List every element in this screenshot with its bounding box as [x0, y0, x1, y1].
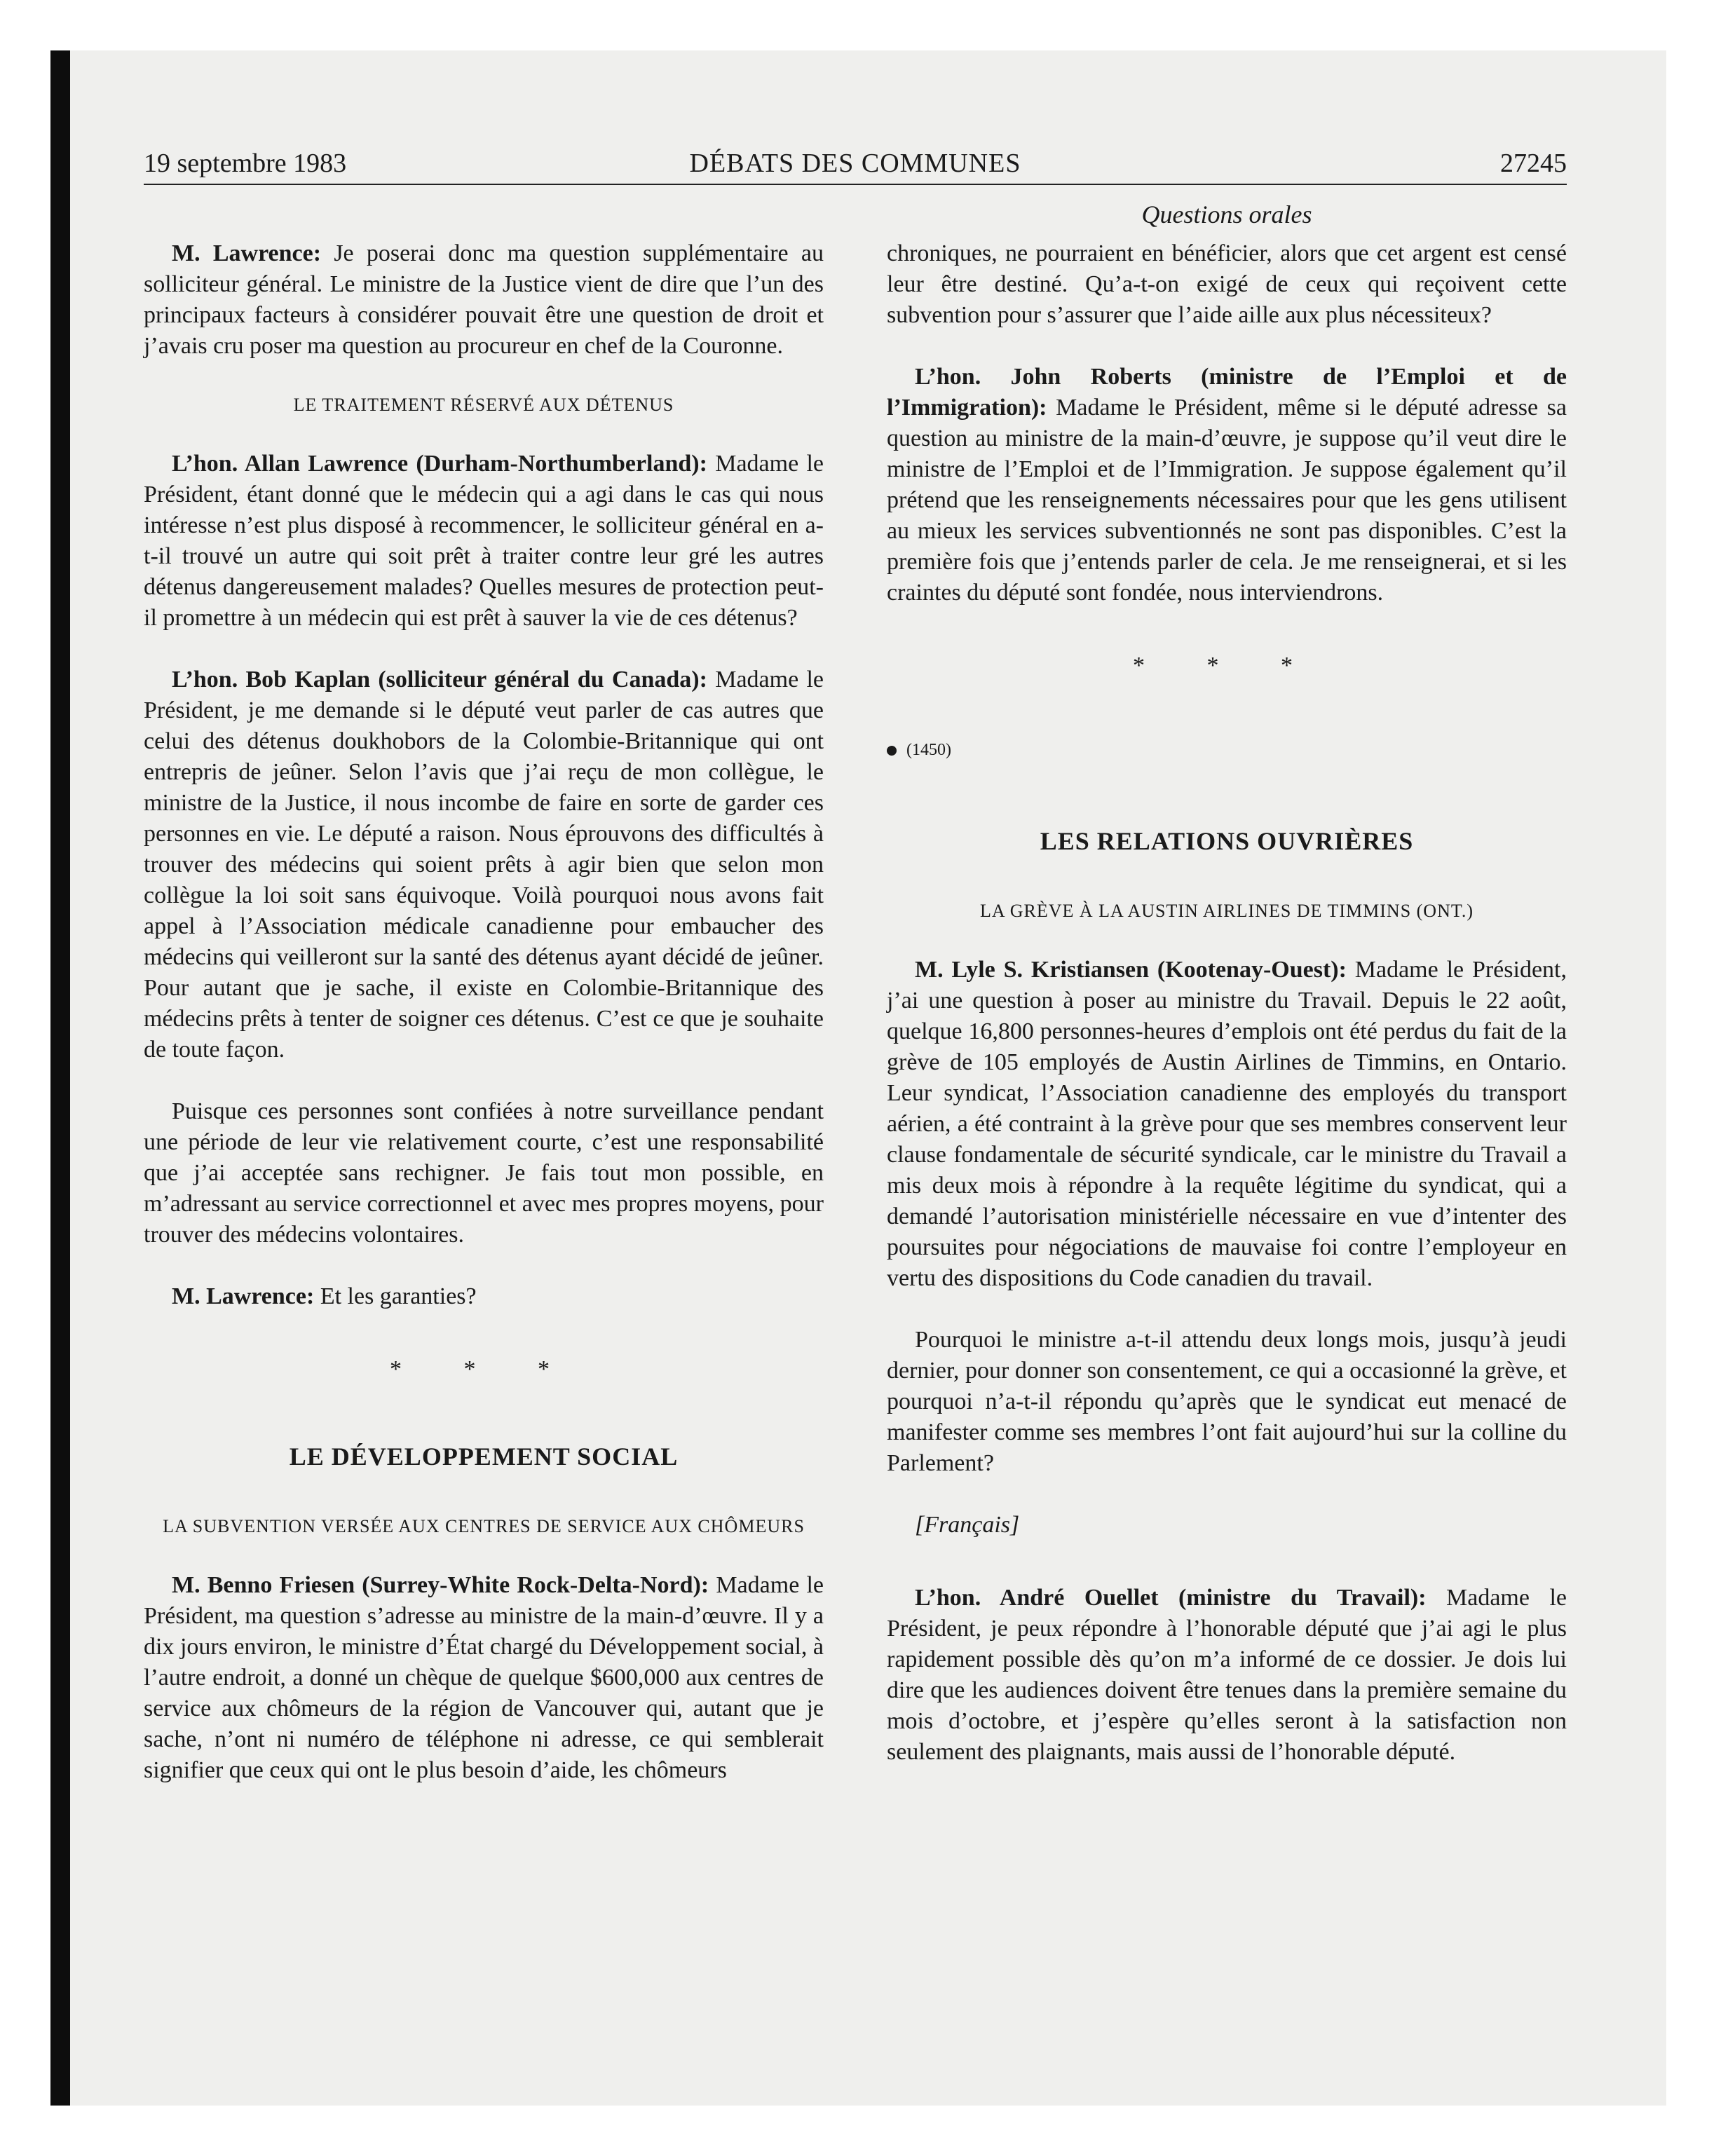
- left-column: [144, 238, 824, 1817]
- speaker-name: M. Lawrence:: [172, 1283, 315, 1309]
- section-separator: * * *: [390, 1356, 578, 1382]
- header-title: DÉBATS DES COMMUNES: [689, 149, 1021, 178]
- speech-text: Je poserai donc ma question supplémentaire au solliciteur général. Le ministre de la Justice vient de dire que l’un des principaux facteurs à considérer pouvait être une question de droit et j’avais cru poser ma question au procureur en chef de la Couronne.: [144, 240, 824, 359]
- language-marker: [Français]: [915, 1512, 1020, 1538]
- page-header: [144, 147, 1567, 182]
- paragraph: [144, 664, 824, 1065]
- subheading: LE TRAITEMENT RÉSERVÉ AUX DÉTENUS: [293, 395, 674, 415]
- speech-text: Madame le Président, même si le député adresse sa question au ministre de la main-d’œuvre, je suppose qu’il veut dire le ministre de l’Emploi et de l’Immigration. Je suppose également qu’il prétend que les renseignements nécessaires pour que les gens utilisent au mieux les services subventionnés ne sont pas disponibles. C’est la première fois que j’entends parler de cela. Je me renseignerai, et si les craintes du député sont fondée, nous interviendrons.: [887, 395, 1567, 606]
- paragraph: [887, 362, 1567, 608]
- speech-text: Et les garanties?: [314, 1283, 477, 1309]
- paragraph: [144, 449, 824, 634]
- subheading: LA SUBVENTION VERSÉE AUX CENTRES DE SERVICE AUX CHÔMEURS: [163, 1516, 805, 1536]
- speaker-name: L’hon. André Ouellet (ministre du Travail):: [915, 1585, 1427, 1611]
- section-separator: * * *: [1133, 653, 1321, 678]
- timestamp-text: (1450): [906, 741, 951, 759]
- speaker-name: L’hon. Bob Kaplan (solliciteur général du Canada):: [172, 667, 707, 692]
- speaker-name: M. Benno Friesen (Surrey-White Rock-Delta-Nord):: [172, 1572, 709, 1598]
- speech-text: Madame le Président, je me demande si le député veut parler de cas autres que celui des détenus doukhobors de la Colombie-Britannique qui ont entrepris de jeûner. Selon l’avis que j’ai reçu de mon collègue, le ministre de la Justice, il nous incombe de faire en sorte de garder ces personnes en vie. Le député a raison. Nous éprouvons des difficultés à trouver des médecins qui soient prêts à agir bien que selon mon collègue la loi soit sans équivoque. Voilà pourquoi nous avons fait appel à l’Association médicale canadienne pour embaucher des médecins qui veilleront sur la santé des détenus ayant décidé de jeûner. Pour autant que je sache, il existe en Colombie-Britannique des médecins prêts à tenter de soigner ces détenus. C’est ce que je souhaite de toute façon.: [144, 667, 824, 1063]
- paragraph: [144, 1096, 824, 1250]
- paragraph: [887, 1325, 1567, 1479]
- speech-text: chroniques, ne pourraient en bénéficier, alors que cet argent est censé leur être destiné. Qu’a-t-on exigé de ceux qui reçoivent cette subvention pour s’assurer que l’aide aille aux plus nécessiteux?: [887, 240, 1567, 328]
- paragraph: [887, 1583, 1567, 1768]
- paragraph: [144, 238, 824, 362]
- section-heading: LES RELATIONS OUVRIÈRES: [1040, 827, 1414, 855]
- speech-text: Madame le Président, ma question s’adresse au ministre de la main-d’œuvre. Il y a dix jours environ, le ministre d’État chargé du Développement social, à l’autre endroit, a donné un chèque de quelque $600,000 aux centres de service aux chômeurs de la région de Vancouver qui, autant que je sache, n’ont ni numéro de téléphone ni adresse, ce qui semblerait signifier que ceux qui ont le plus besoin d’aide, les chômeurs: [144, 1572, 824, 1783]
- paragraph: [887, 955, 1567, 1294]
- section-label: Questions orales: [1141, 200, 1312, 228]
- speaker-name: L’hon. John Roberts (ministre de l’Emploi et de l’Immigration):: [887, 364, 1567, 421]
- page-number: 27245: [1500, 149, 1567, 178]
- right-column: [887, 238, 1567, 1799]
- section-heading: LE DÉVELOPPEMENT SOCIAL: [289, 1442, 679, 1471]
- speaker-name: M. Lyle S. Kristiansen (Kootenay-Ouest):: [915, 957, 1347, 983]
- paragraph: [144, 1281, 824, 1312]
- paragraph: [144, 1570, 824, 1786]
- speech-text: Madame le Président, j’ai une question à poser au ministre du Travail. Depuis le 22 août, quelque 16,800 personnes-heures d’emplois ont été perdus du fait de la grève de 105 employés de Austin Airlines de Timmins, en Ontario. Leur syndicat, l’Association canadienne des employés du transport aérien, a été contraint à la grève pour que ses membres conservent leur clause fondamentale de sécurité syndicale, car le ministre du Travail a mis deux mois à répondre à la requête légitime du syndicat, qui a demandé l’autorisation ministérielle nécessaire en vue d’intenter des poursuites pour négociations de mauvaise foi contre l’employeur en vertu des dispositions du Code canadien du travail.: [887, 957, 1567, 1291]
- scan-edge-bar: [50, 50, 70, 2106]
- speech-text: Madame le Président, je peux répondre à l’honorable député que j’ai agi le plus rapidement possible dès qu’on m’a informé de ce dossier. Je dois lui dire que les audiences doivent être tenues dans la première semaine du mois d’octobre, et j’espère qu’elles seront à la satisfaction non seulement des plaignants, mais aussi de l’honorable député.: [887, 1585, 1567, 1765]
- bullet-icon: [887, 746, 897, 756]
- header-date: 19 septembre 1983: [144, 149, 347, 178]
- speaker-name: M. Lawrence:: [172, 240, 322, 266]
- timestamp: [887, 737, 1567, 763]
- header-rule: [144, 184, 1567, 185]
- speaker-name: L’hon. Allan Lawrence (Durham-Northumberland):: [172, 451, 707, 477]
- speech-text: Pourquoi le ministre a-t-il attendu deux longs mois, jusqu’à jeudi dernier, pour donner son consentement, ce qui a occasionné la grève, et pourquoi n’a-t-il répondu qu’après que le syndicat eut menacé de manifester comme ses membres l’ont fait aujourd’hui sur la colline du Parlement?: [887, 1327, 1567, 1476]
- paragraph: [887, 238, 1567, 331]
- subheading: LA GRÈVE À LA AUSTIN AIRLINES DE TIMMINS (ONT.): [980, 901, 1474, 921]
- speech-text: Madame le Président, étant donné que le médecin qui a agi dans le cas qui nous intéresse n’est plus disposé à recommencer, le solliciteur général en a-t-il trouvé un autre qui soit prêt à traiter contre leur gré les autres détenus dangereusement malades? Quelles mesures de protection peut-il promettre à un médecin qui est prêt à sauver la vie de ces détenus?: [144, 451, 824, 631]
- speech-text: Puisque ces personnes sont confiées à notre surveillance pendant une période de leur vie relativement courte, c’est une responsabilité que j’ai acceptée sans rechigner. Je fais tout mon possible, en m’adressant au service correctionnel et avec mes propres moyens, pour trouver des médecins volontaires.: [144, 1098, 824, 1248]
